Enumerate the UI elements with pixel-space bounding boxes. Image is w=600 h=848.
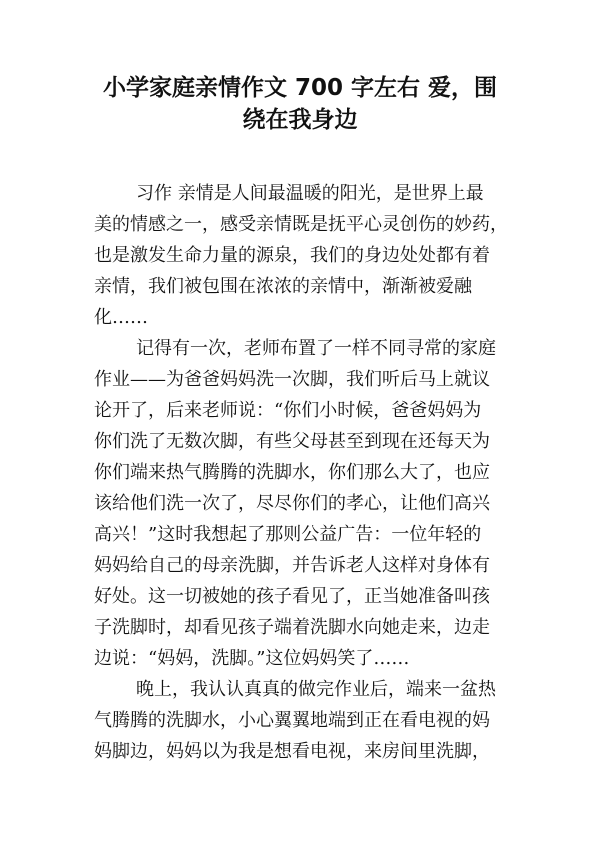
title-line-1: 小学家庭亲情作文 700 字左右 爱，围	[102, 75, 498, 101]
text-line-1: 习作 亲情是人间最温暖的阳光，是世界上最	[136, 183, 484, 204]
title-line-2: 绕在我身边	[242, 107, 358, 133]
document-body	[94, 178, 524, 767]
text-line-11: 该给他们洗一次了，尽尽你们的孝心，让他们高兴	[94, 493, 490, 514]
text-line-3: 也是激发生命力量的源泉，我们的身边处处都有着	[94, 245, 490, 266]
text-line-12: 高兴！”这时我想起了那则公益广告：一位年轻的	[94, 524, 482, 545]
text-line-10: 你们端来热气腾腾的洗脚水，你们那么大了，也应	[94, 462, 490, 483]
text-line-6: 记得有一次，老师布置了一样不同寻常的家庭	[136, 338, 496, 359]
text-line-17: 晚上，我认认真真的做完作业后，端来一盆热	[136, 679, 496, 700]
text-line-19: 妈脚边，妈妈以为我是想看电视，来房间里洗脚，	[94, 741, 490, 762]
text-line-8: 论开了，后来老师说：“你们小时候，爸爸妈妈为	[94, 400, 482, 421]
document-title	[95, 72, 505, 136]
text-line-4: 亲情，我们被包围在浓浓的亲情中，渐渐被爱融	[94, 276, 472, 297]
text-line-18: 气腾腾的洗脚水，小心翼翼地端到正在看电视的妈	[94, 710, 490, 731]
text-line-15: 子洗脚时，却看见孩子端着洗脚水向她走来，边走	[94, 617, 490, 638]
text-line-9: 你们洗了无数次脚，有些父母甚至到现在还每天为	[94, 431, 490, 452]
text-line-2: 美的情感之一，感受亲情既是抚平心灵创伤的妙药，	[94, 214, 508, 235]
text-line-16: 边说：“妈妈，洗脚。”这位妈妈笑了……	[94, 648, 410, 669]
text-line-7: 作业——为爸爸妈妈洗一次脚，我们听后马上就议	[94, 369, 490, 390]
text-line-14: 好处。这一切被她的孩子看见了，正当她准备叫孩	[94, 586, 490, 607]
text-line-5: 化……	[94, 307, 148, 328]
text-line-13: 妈妈给自己的母亲洗脚，并告诉老人这样对身体有	[94, 555, 490, 576]
